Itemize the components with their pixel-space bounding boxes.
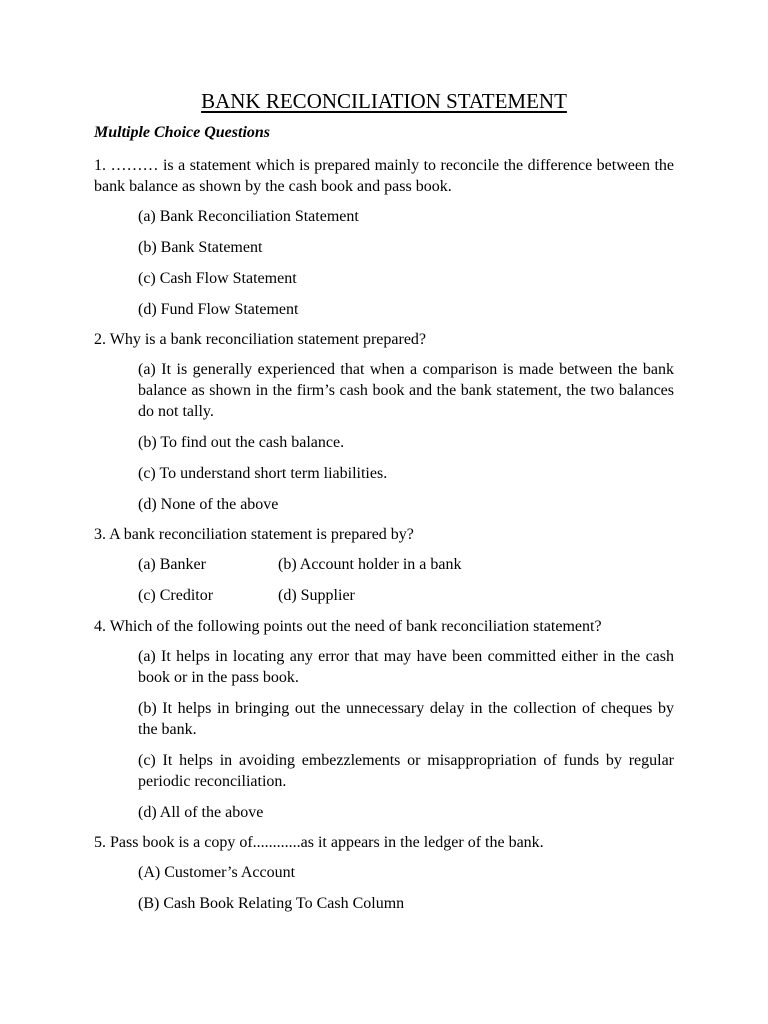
- option: (c) To understand short term liabilities.: [138, 465, 388, 482]
- option: (a) Banker: [138, 556, 206, 573]
- option: (d) Supplier: [278, 587, 355, 604]
- option: (a) It helps in locating any error that may have been committed either in the cash book or in the pass book.: [138, 648, 674, 686]
- option: (b) Account holder in a bank: [278, 556, 462, 573]
- option-row: [138, 585, 674, 606]
- option: (c) Cash Flow Statement: [138, 270, 297, 287]
- option: (d) Fund Flow Statement: [138, 301, 299, 318]
- option-row: [138, 554, 674, 575]
- question-5-options: [138, 862, 674, 914]
- question-1: 1. ……… is a statement which is prepared mainly to reconcile the difference between the bank balance as shown by the cash book and pass book.: [94, 157, 674, 195]
- question-list: [94, 155, 674, 923]
- option: (b) It helps in bringing out the unnecessary delay in the collection of cheques by the bank.: [138, 700, 674, 738]
- question-3: 3. A bank reconciliation statement is prepared by?: [94, 526, 414, 543]
- question-4-options: [138, 646, 674, 823]
- question-2: 2. Why is a bank reconciliation statement prepared?: [94, 331, 427, 348]
- question-5: 5. Pass book is a copy of............as it appears in the ledger of the bank.: [94, 834, 544, 851]
- option: (b) To find out the cash balance.: [138, 434, 345, 451]
- question-1-options: [138, 206, 674, 320]
- option: (c) It helps in avoiding embezzlements or misappropriation of funds by regular periodic reconciliation.: [138, 752, 674, 790]
- option: (b) Bank Statement: [138, 239, 263, 256]
- question-2-options: [138, 359, 674, 515]
- option: (d) None of the above: [138, 496, 279, 513]
- option: (A) Customer’s Account: [138, 864, 296, 881]
- option: (d) All of the above: [138, 804, 264, 821]
- question-3-options: [138, 554, 674, 606]
- section-subtitle: Multiple Choice Questions: [94, 124, 271, 141]
- option: (a) Bank Reconciliation Statement: [138, 208, 359, 225]
- document-title: BANK RECONCILIATION STATEMENT: [201, 89, 567, 113]
- option: (a) It is generally experienced that when a comparison is made between the bank balance as shown in the firm’s cash book and the bank statement, the two balances do not tally.: [138, 361, 674, 420]
- option: (B) Cash Book Relating To Cash Column: [138, 895, 405, 912]
- option: (c) Creditor: [138, 587, 214, 604]
- question-4: 4. Which of the following points out the need of bank reconciliation statement?: [94, 618, 602, 635]
